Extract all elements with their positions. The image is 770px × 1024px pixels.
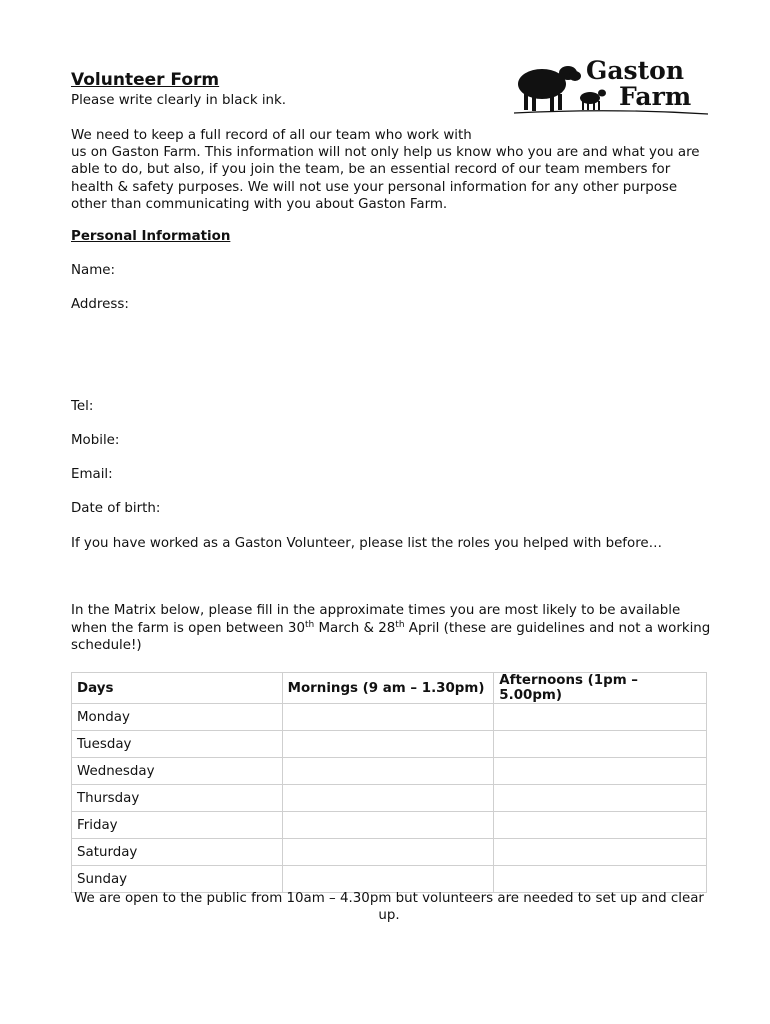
table-row bbox=[72, 785, 707, 812]
logo-line-2: Farm bbox=[619, 82, 692, 111]
matrix-intro-sup-1: th bbox=[304, 619, 315, 630]
opening-hours-footnote: We are open to the public from 10am – 4.30pm but volunteers are needed to set up and clear up. bbox=[74, 891, 704, 924]
mobile-field-label: Mobile: bbox=[71, 433, 120, 448]
logo-wordmark bbox=[586, 58, 691, 110]
day-label: Thursday bbox=[72, 785, 283, 812]
afternoon-cell[interactable] bbox=[494, 839, 707, 866]
table-row bbox=[72, 758, 707, 785]
tel-field-label: Tel: bbox=[71, 399, 94, 414]
morning-cell[interactable] bbox=[282, 812, 494, 839]
matrix-intro-part-1: In the Matrix below, please fill in the approximate times you are most likely to be available when the farm is open between 30 bbox=[71, 603, 681, 636]
matrix-intro-part-3: April (these are guidelines and not a working schedule!) bbox=[71, 620, 711, 654]
table-row bbox=[72, 812, 707, 839]
afternoon-cell[interactable] bbox=[494, 812, 707, 839]
day-label: Sunday bbox=[72, 866, 283, 893]
morning-cell[interactable] bbox=[282, 704, 494, 731]
afternoon-cell[interactable] bbox=[494, 704, 707, 731]
afternoon-cell[interactable] bbox=[494, 785, 707, 812]
matrix-header-row bbox=[72, 673, 707, 704]
table-row bbox=[72, 839, 707, 866]
personal-info-heading: Personal Information bbox=[71, 229, 231, 244]
matrix-intro bbox=[71, 602, 711, 655]
day-label: Saturday bbox=[72, 839, 283, 866]
matrix-intro-sup-2: th bbox=[395, 619, 405, 630]
morning-cell[interactable] bbox=[282, 758, 494, 785]
table-row bbox=[72, 731, 707, 758]
afternoon-cell[interactable] bbox=[494, 731, 707, 758]
previous-roles-prompt: If you have worked as a Gaston Volunteer, please list the roles you helped with before… bbox=[71, 536, 663, 551]
dob-field-label: Date of birth: bbox=[71, 501, 161, 516]
header-mornings: Mornings (9 am – 1.30pm) bbox=[282, 673, 494, 704]
morning-cell[interactable] bbox=[282, 839, 494, 866]
email-field-label: Email: bbox=[71, 467, 113, 482]
header-afternoons: Afternoons (1pm – 5.00pm) bbox=[494, 673, 707, 704]
day-label: Monday bbox=[72, 704, 283, 731]
day-label: Tuesday bbox=[72, 731, 283, 758]
morning-cell[interactable] bbox=[282, 866, 494, 893]
afternoon-cell[interactable] bbox=[494, 866, 707, 893]
morning-cell[interactable] bbox=[282, 731, 494, 758]
availability-matrix bbox=[71, 672, 707, 893]
morning-cell[interactable] bbox=[282, 785, 494, 812]
table-row bbox=[72, 704, 707, 731]
day-label: Wednesday bbox=[72, 758, 283, 785]
name-field-label: Name: bbox=[71, 263, 116, 278]
form-subtitle: Please write clearly in black ink. bbox=[71, 93, 287, 108]
form-title: Volunteer Form bbox=[71, 70, 220, 90]
afternoon-cell[interactable] bbox=[494, 758, 707, 785]
intro-line-1: We need to keep a full record of all our team who work with bbox=[71, 128, 472, 143]
header-days: Days bbox=[72, 673, 283, 704]
day-label: Friday bbox=[72, 812, 283, 839]
address-field-label: Address: bbox=[71, 297, 129, 312]
logo-line-1: Gaston bbox=[586, 56, 685, 85]
table-row bbox=[72, 866, 707, 893]
intro-paragraph bbox=[71, 127, 711, 213]
matrix-intro-part-2: March & 28 bbox=[314, 620, 396, 636]
intro-rest: us on Gaston Farm. This information will not only help us know who you are and what you are able to do, but also, if you join the team, be an essential record of our team members for health & safety purposes. We will not use your personal information for any other purpose other than communicating with you about Gaston Farm. bbox=[71, 145, 700, 212]
